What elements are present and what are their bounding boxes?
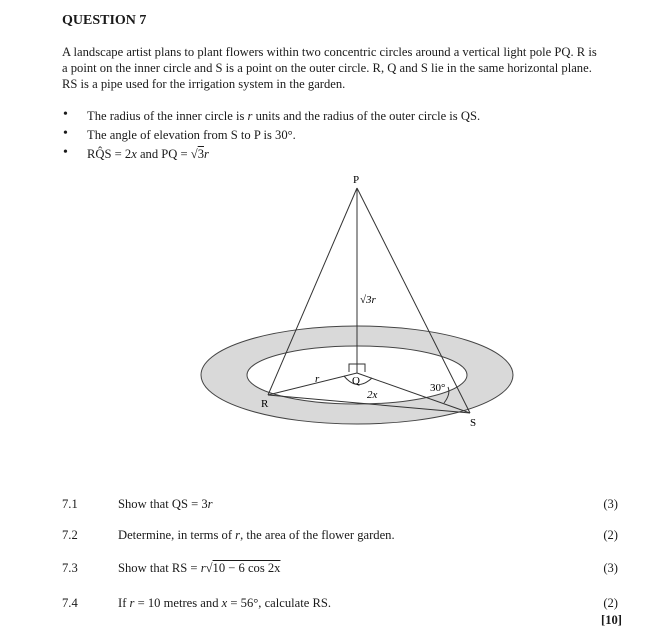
label-P: P [353,174,360,186]
label-r: r [315,373,320,385]
bullet-icon: • [63,145,68,160]
given-item-radius: • The radius of the inner circle is r units and the radius of the outer circle is QS. [63,107,481,123]
label-R: R [261,398,269,410]
question-7-1: 7.1 Show that QS = 3r (3) [62,497,618,511]
given-item-angle: • RQ̂S = 2x and PQ = √3r [63,145,209,161]
total-marks: [10] [601,613,622,627]
bullet-icon: • [63,126,68,141]
intro-paragraph: A landscape artist plans to plant flowers within two concentric circles around a vertical light pole PQ. R is a point on the inner circle and S is a point on the outer circle. R, Q and S lie in the same horizontal plane. RS is a pipe used for the irrigation system in the garden. [62,45,597,91]
bullet-icon: • [63,107,68,122]
question-title: QUESTION 7 [62,13,147,28]
label-height: √3r [360,294,376,306]
question-7-2: 7.2 Determine, in terms of r, the area of the flower garden. (2) [62,528,618,542]
given-item-elevation: • The angle of elevation from S to P is 30°. [63,126,296,142]
question-7-3: 7.3 Show that RS = r√10 − 6 cos 2x (3) [62,561,618,575]
label-30: 30° [430,382,446,394]
label-Q: Q [352,375,360,387]
label-2x: 2x [367,389,378,401]
question-7-4: 7.4 If r = 10 metres and x = 56°, calculate RS. (2) [62,596,618,610]
label-S: S [470,417,477,429]
